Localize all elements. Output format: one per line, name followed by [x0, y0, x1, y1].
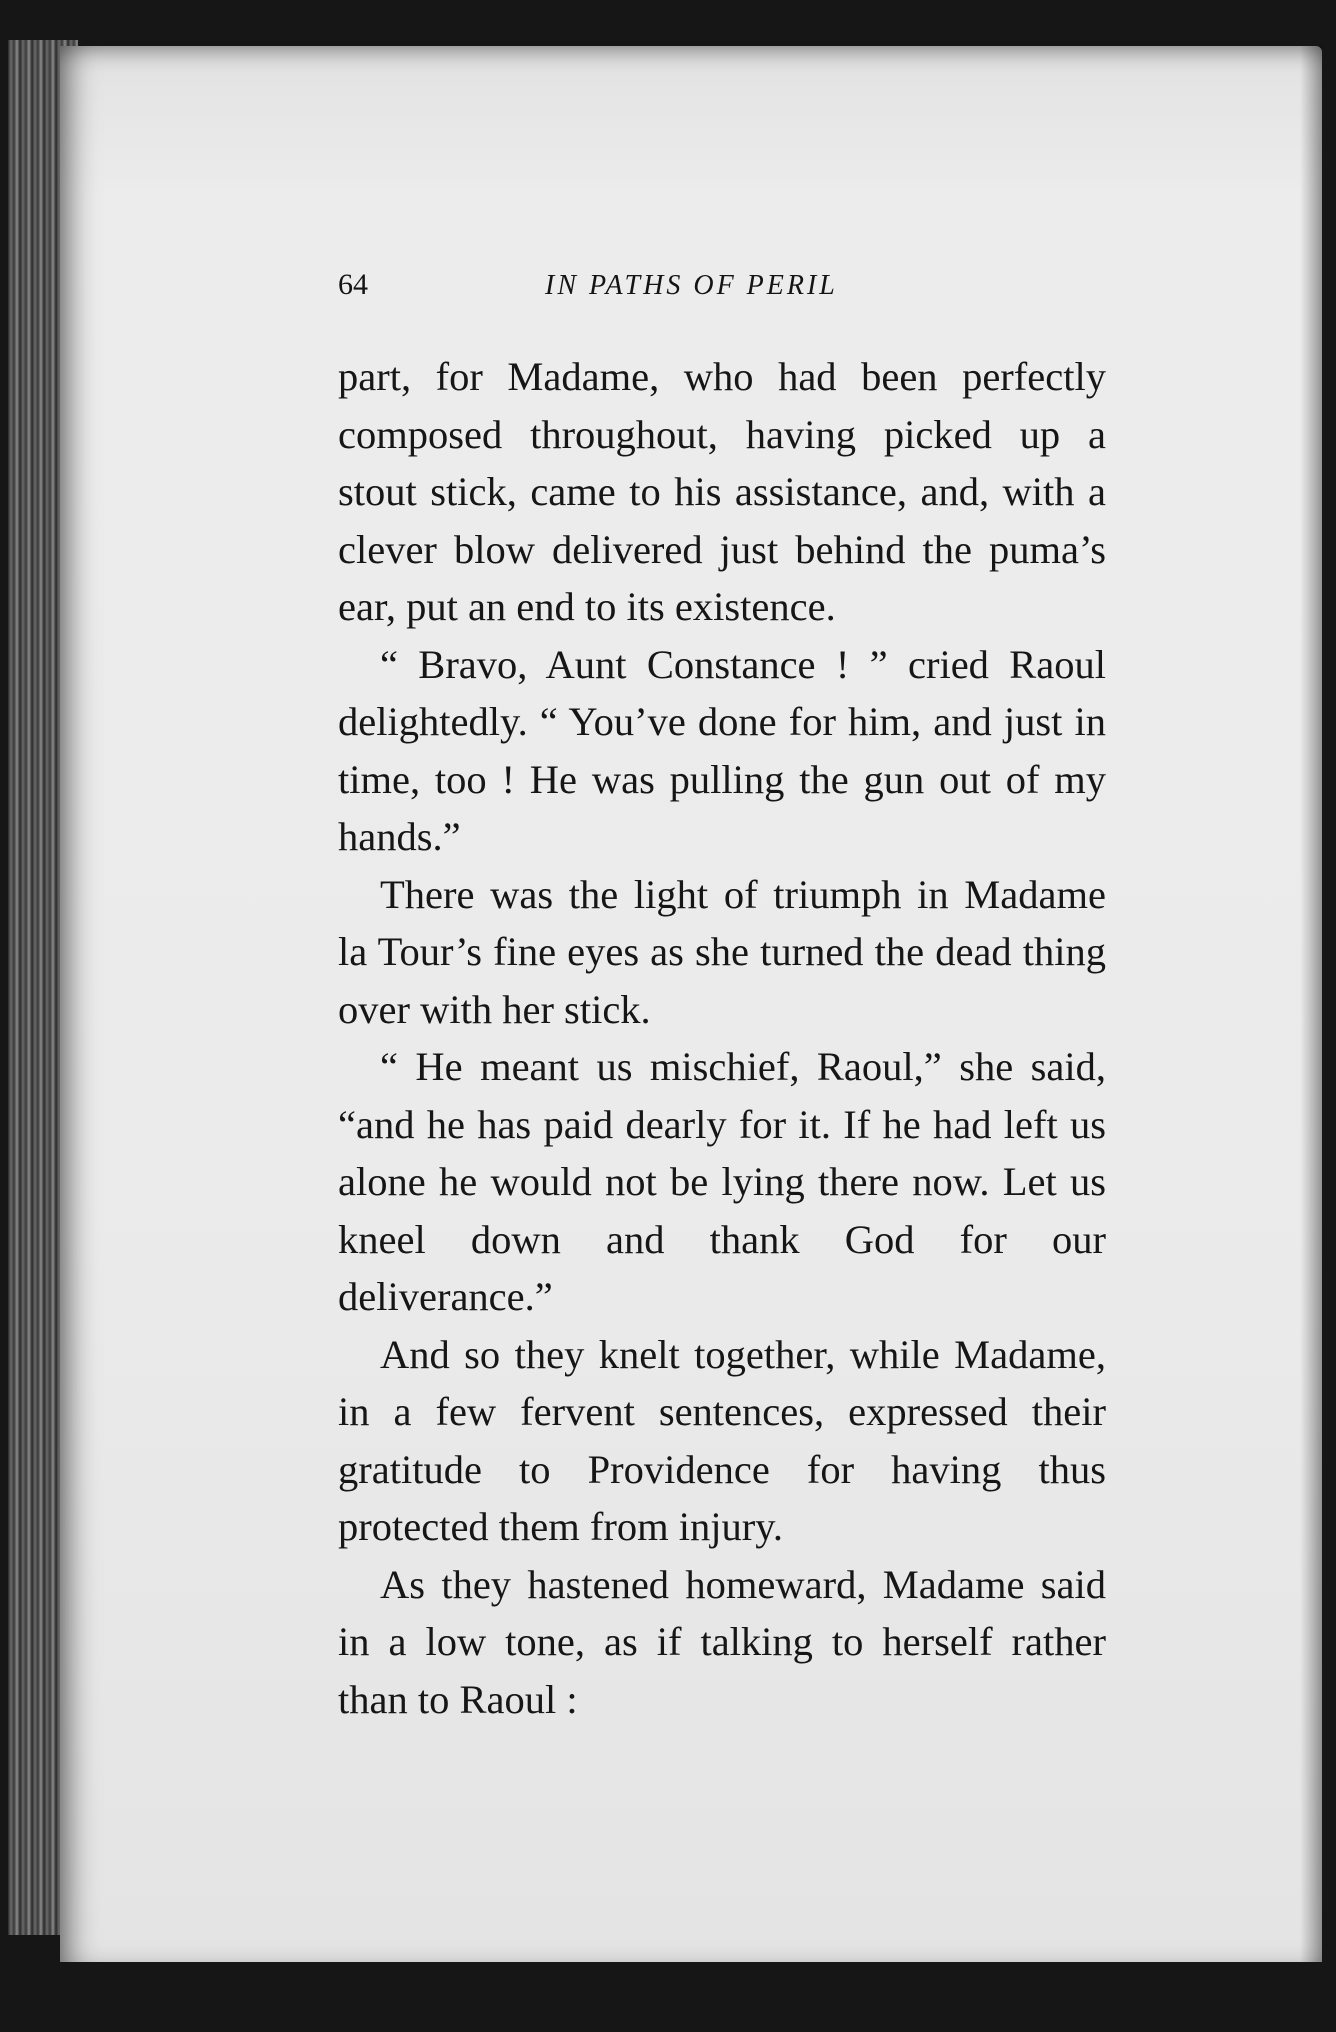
paragraph-continuation: part, for Madame, who had been perfectly composed throughout, having picked up a stout stick, came to his assistance, and, with a clever blow delivered just behind the puma’s ear, put an end to its existence.	[338, 354, 1106, 629]
running-title: IN PATHS OF PERIL	[545, 270, 838, 301]
paragraph: “ Bravo, Aunt Constance ! ” cried Raoul delightedly. “ You’ve done for him, and just in time, too ! He was pulling the gun out of my hands.”	[338, 641, 1106, 859]
paragraph: As they hastened homeward, Madame said in a low tone, as if talking to herself rather than to Raoul :	[338, 1561, 1106, 1722]
paragraph: There was the light of triumph in Madame la Tour’s fine eyes as she turned the dead thing over with her stick.	[338, 871, 1106, 1032]
page-header	[338, 268, 1098, 318]
body-text	[338, 348, 1106, 1728]
page-number: 64	[338, 268, 368, 301]
paragraph: And so they knelt together, while Madame, in a few fervent sentences, expressed their gratitude to Providence for having thus protected them from injury.	[338, 1331, 1106, 1549]
paragraph: “ He meant us mischief, Raoul,” she said, “and he has paid dearly for it. If he had left us alone he would not be lying there now. Let us kneel down and thank God for our deliverance.”	[338, 1044, 1106, 1319]
